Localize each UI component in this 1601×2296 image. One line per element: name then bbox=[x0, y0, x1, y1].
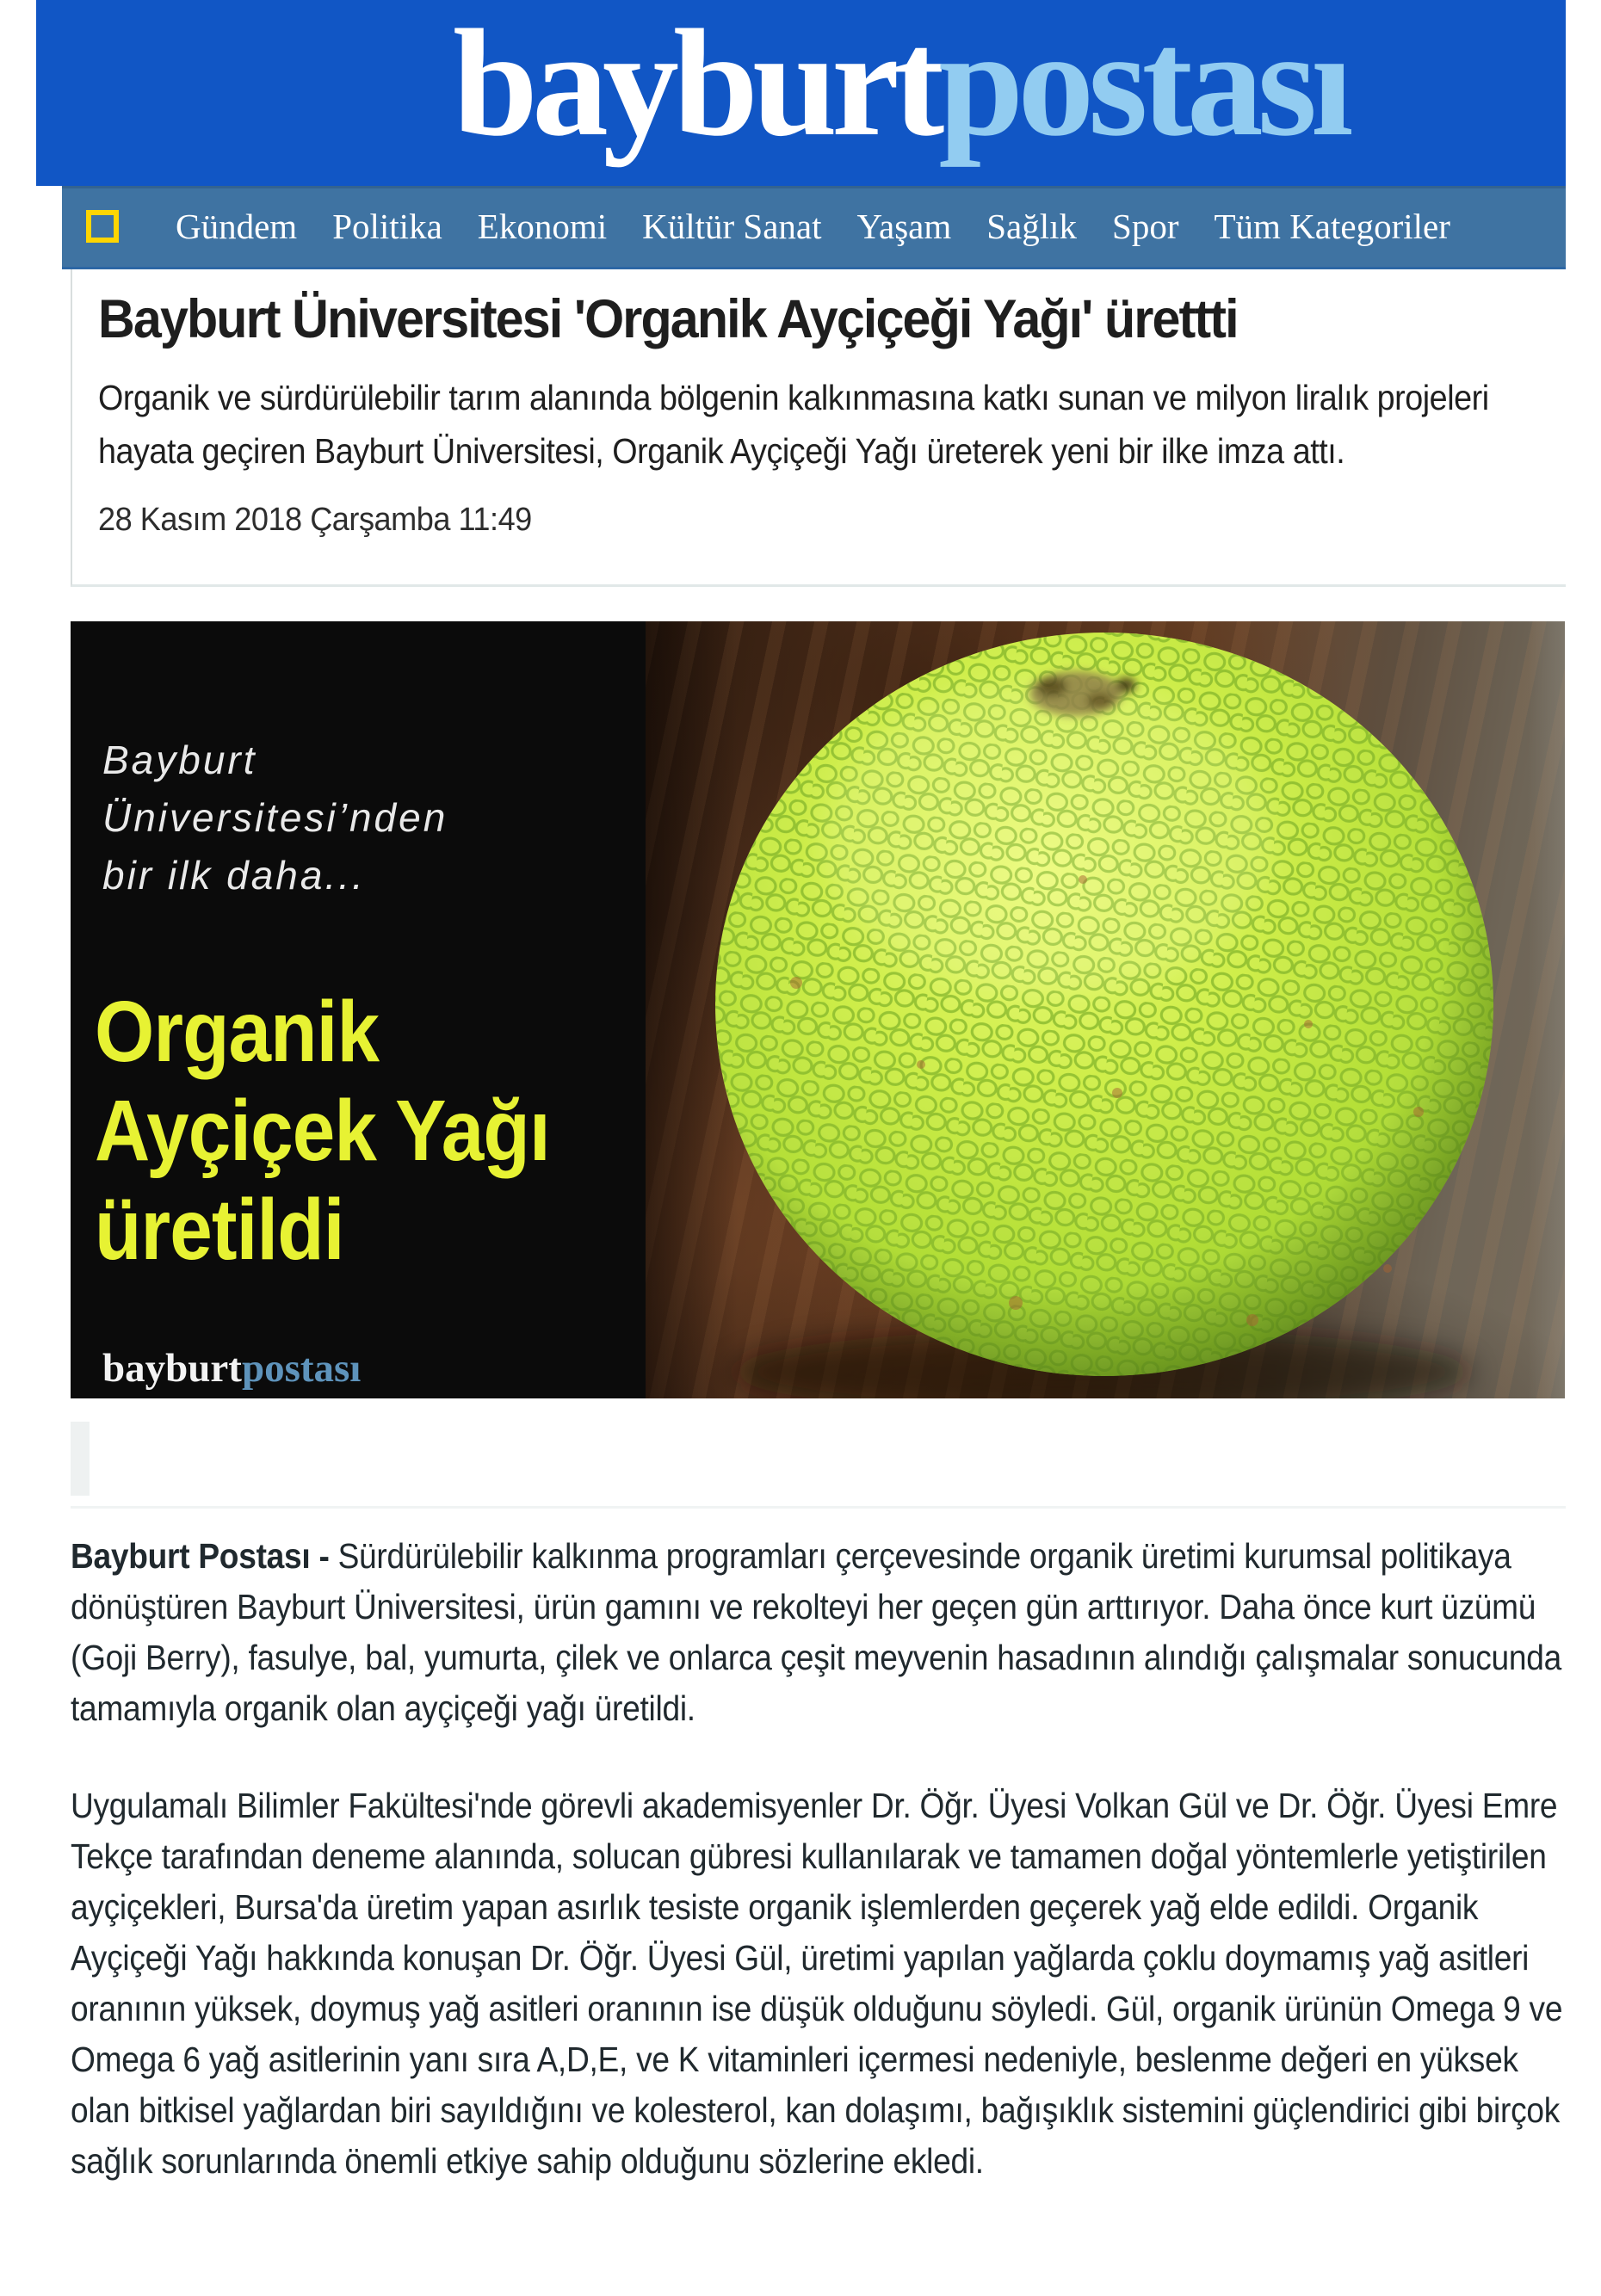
article-title: Bayburt Üniversitesi 'Organik Ayçiçeği Yağı' ürettti bbox=[98, 289, 1238, 349]
site-logo[interactable] bbox=[453, 0, 1348, 176]
osage-orange-fruit-illustration bbox=[646, 621, 1565, 1398]
watermark-logo-primary: bayburt bbox=[102, 1346, 242, 1391]
article-body bbox=[71, 1531, 1567, 2233]
fruit-photo bbox=[646, 621, 1565, 1398]
nav-items bbox=[176, 206, 1450, 247]
nav-item-spor[interactable]: Spor bbox=[1112, 207, 1179, 246]
kicker-line: bir ilk daha... bbox=[102, 853, 366, 898]
headline-line: Ayçiçek Yağı bbox=[95, 1083, 550, 1179]
paragraph-text: Sürdürülebilir kalkınma programları çerçevesinde organik üretimi kurumsal politikaya dönüştüren Bayburt Üniversitesi, ürün gamını ve rekolteyi her geçen gün arttırıyor. Daha önce kurt üzümü (Goji Berry), fasulye, bal, yumurta, çilek ve onlarca çeşit meyvenin hasadının alındığı çalışmalar sonucunda tamamıyla organik olan ayçiçeği yağı üretildi. bbox=[71, 1536, 1561, 1728]
watermark-logo-secondary: postası bbox=[241, 1346, 362, 1391]
menu-square-icon[interactable] bbox=[86, 210, 119, 243]
article-summary: Organik ve sürdürülebilir tarım alanında bölgenin kalkınmasına katkı sunan ve milyon liralık projeleri hayata geçiren Bayburt Üniversitesi, Organik Ayçiçeği Yağı üreterek yeni bir ilke imza attı. bbox=[98, 378, 1489, 471]
main-navbar bbox=[62, 186, 1566, 269]
featured-image-watermark-logo bbox=[102, 1345, 361, 1392]
nav-item-politika[interactable]: Politika bbox=[332, 207, 442, 246]
featured-image bbox=[71, 621, 1565, 1398]
headline-line: üretildi bbox=[95, 1182, 344, 1278]
kicker-line: Bayburt bbox=[102, 738, 257, 782]
headline-line: Organik bbox=[95, 984, 380, 1080]
nav-item-saglik[interactable]: Sağlık bbox=[986, 207, 1078, 246]
nav-item-tum-kategoriler[interactable]: Tüm Kategoriler bbox=[1214, 207, 1450, 246]
kicker-line: Üniversitesi’nden bbox=[102, 795, 448, 840]
site-logo-secondary: postası bbox=[938, 0, 1348, 168]
article-paragraph-2: Uygulamalı Bilimler Fakültesi'nde görevli akademisyenler Dr. Öğr. Üyesi Volkan Gül ve Dr. Öğr. Üyesi Emre Tekçe tarafından deneme alanında, solucan gübresi kullanılarak ve tamamen doğal yöntemlerle yetiştirilen ayçiçekleri, Bursa'da üretim yapan asırlık tesiste organik işlemlerden geçerek yağ elde edildi. Organik Ayçiçeği Yağı hakkında konuşan Dr. Öğr. Üyesi Gül, üretimi yapılan yağlarda çoklu doymamış yağ asitleri oranının yüksek, doymuş yağ asitleri oranının ise düşük olduğunu söyledi. Gül, organik ürünün Omega 9 ve Omega 6 yağ asitlerinin yanı sıra A,D,E, ve K vitaminleri içermesi nedeniyle, beslenme değeri en yüksek olan bitkisel yağlardan biri sayıldığını ve kolesterol, kan dolaşımı, bağışıklık sistemini güçlendirici gibi birçok sağlık sorunlarında önemli etkiye sahip olduğunu sözlerine ekledi. bbox=[71, 1786, 1563, 2181]
site-logo-primary: bayburt bbox=[453, 0, 939, 168]
blockquote-placeholder-bar bbox=[71, 1422, 90, 1496]
featured-image-text-panel bbox=[71, 621, 646, 1398]
nav-item-ekonomi[interactable]: Ekonomi bbox=[477, 207, 608, 246]
featured-image-headline bbox=[95, 983, 550, 1280]
nav-item-yasam[interactable]: Yaşam bbox=[856, 207, 952, 246]
featured-image-kicker bbox=[102, 731, 448, 904]
article-date: 28 Kasım 2018 Çarşamba 11:49 bbox=[98, 502, 532, 538]
nav-item-gundem[interactable]: Gündem bbox=[176, 207, 298, 246]
masthead bbox=[36, 0, 1566, 186]
nav-item-kultur-sanat[interactable]: Kültür Sanat bbox=[642, 207, 822, 246]
content-divider bbox=[71, 1506, 1566, 1509]
article-header bbox=[71, 269, 1566, 587]
article-paragraph-1 bbox=[71, 1531, 1567, 1734]
article-source-lead: Bayburt Postası - bbox=[71, 1536, 338, 1576]
